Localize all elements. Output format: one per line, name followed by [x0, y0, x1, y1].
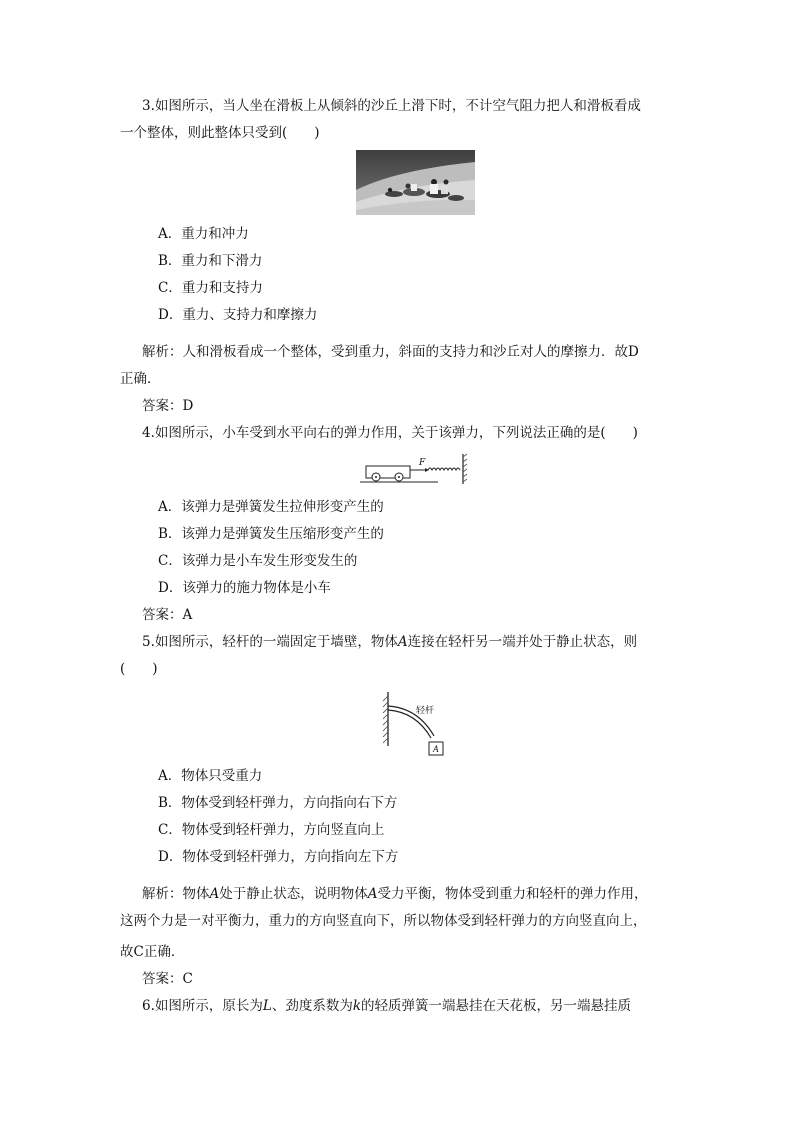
q3-stem-line2: 一个整体，则此整体只受到( ) — [120, 125, 320, 141]
q5-option-d: D．物体受到轻杆弹力，方向指向左下方 — [158, 849, 399, 865]
q5-stem-line1: 5.如图所示，轻杆的一端固定于墙壁，物体A连接在轻杆另一端并处于静止状态，则 — [142, 634, 638, 650]
force-label-f: F — [419, 458, 426, 468]
sand-dune-sledding-photo — [356, 150, 475, 215]
q3-analysis-line1: 解析：人和滑板看成一个整体，受到重力，斜面的支持力和沙丘对人的摩擦力．故D — [142, 344, 639, 360]
q3-option-b: B．重力和下滑力 — [158, 253, 263, 269]
q3-option-a: A．重力和冲力 — [158, 226, 249, 242]
q4-answer: 答案：A — [142, 607, 193, 623]
q4-option-d: D．该弹力的施力物体是小车 — [158, 580, 331, 596]
q5-analysis-line3: 故C正确． — [120, 944, 185, 960]
q3-answer: 答案：D — [142, 398, 194, 414]
light-rod-wall-diagram — [378, 690, 448, 760]
q5-option-b: B．物体受到轻杆弹力，方向指向右下方 — [158, 795, 398, 811]
q3-stem-line1: 3.如图所示，当人坐在滑板上从倾斜的沙丘上滑下时，不计空气阻力把人和滑板看成 — [142, 98, 641, 114]
q5-analysis-line2: 这两个力是一对平衡力，重力的方向竖直向下，所以物体受到轻杆弹力的方向竖直向上， — [120, 913, 647, 929]
block-a-label: A — [433, 744, 439, 754]
cart-spring-diagram — [356, 452, 472, 486]
q4-option-c: C．该弹力是小车发生形变发生的 — [158, 553, 358, 569]
q5-analysis-line1: 解析：物体A处于静止状态，说明物体A受力平衡，物体受到重力和轻杆的弹力作用， — [142, 886, 648, 902]
q5-stem-line2: ( ) — [120, 661, 158, 677]
q4-option-b: B．该弹力是弹簧发生压缩形变产生的 — [158, 526, 384, 542]
q5-answer: 答案：C — [142, 971, 193, 987]
q3-option-d: D．重力、支持力和摩擦力 — [158, 307, 318, 323]
q5-option-c: C．物体受到轻杆弹力，方向竖直向上 — [158, 822, 385, 838]
q4-option-a: A．该弹力是弹簧发生拉伸形变产生的 — [158, 499, 384, 515]
q5-option-a: A．物体只受重力 — [158, 768, 263, 784]
q4-stem-line1: 4.如图所示，小车受到水平向右的弹力作用，关于该弹力，下列说法正确的是( ) — [142, 425, 638, 441]
q3-analysis-line2: 正确． — [120, 371, 161, 387]
q3-option-c: C．重力和支持力 — [158, 280, 263, 296]
rod-label: 轻杆 — [416, 705, 435, 715]
q6-stem-line1: 6.如图所示，原长为L、劲度系数为k的轻质弹簧一端悬挂在天花板，另一端悬挂质 — [142, 998, 632, 1014]
